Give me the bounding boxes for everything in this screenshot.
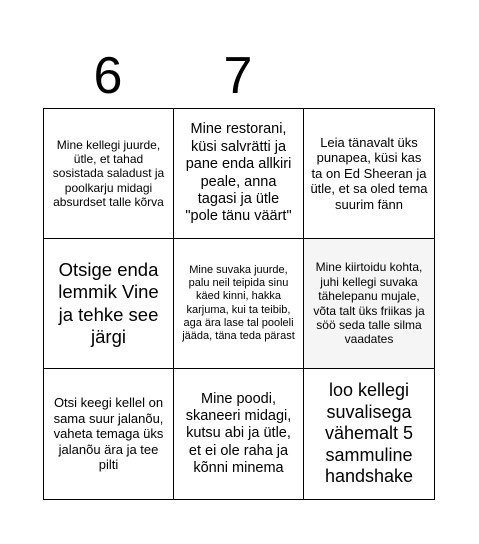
bingo-cell-1[interactable]: Mine kellegi juurde, ütle, et tahad sosistada saladust ja poolkarju midagi absurdset talle kõrva [44,109,174,239]
bingo-number-right: 7 [223,47,253,105]
bingo-cell-8[interactable]: Mine poodi, skaneeri midagi, kutsu abi ja ütle, et ei ole raha ja kõnni minema [174,369,304,499]
bingo-cell-4[interactable]: Otsige enda lemmik Vine ja tehke see järgi [44,239,174,369]
bingo-cell-3[interactable]: Leia tänavalt üks punapea, küsi kas ta on Ed Sheeran ja ütle, et sa oled tema suurim fänn [304,109,434,239]
bingo-cell-9[interactable]: loo kellegi suvalisega vähemalt 5 sammuline handshake [324,380,414,487]
bingo-board [43,108,435,500]
bingo-cell-7[interactable]: Otsi keegi kellel on sama suur jalanõu, vaheta temaga üks jalanõu ära ja tee pilti [44,369,174,499]
bingo-cell-5[interactable]: Mine suvaka juurde, palu neil teipida sinu käed kinni, hakka karjuma, kui ta teibib, aga ära lase tal pooleli jääda, täna teda pärast [174,239,304,369]
bingo-cell-6[interactable]: Mine kiirtoidu kohta, juhi kellegi suvaka tähelepanu mujale, võta talt üks friikas ja söö seda talle silma vaadates [304,239,434,369]
bingo-cell-2[interactable]: Mine restorani, küsi salvrätti ja pane enda allkiri peale, anna tagasi ja ütle "pole tänu väärt" [174,109,304,239]
bingo-number-left: 6 [93,47,123,105]
